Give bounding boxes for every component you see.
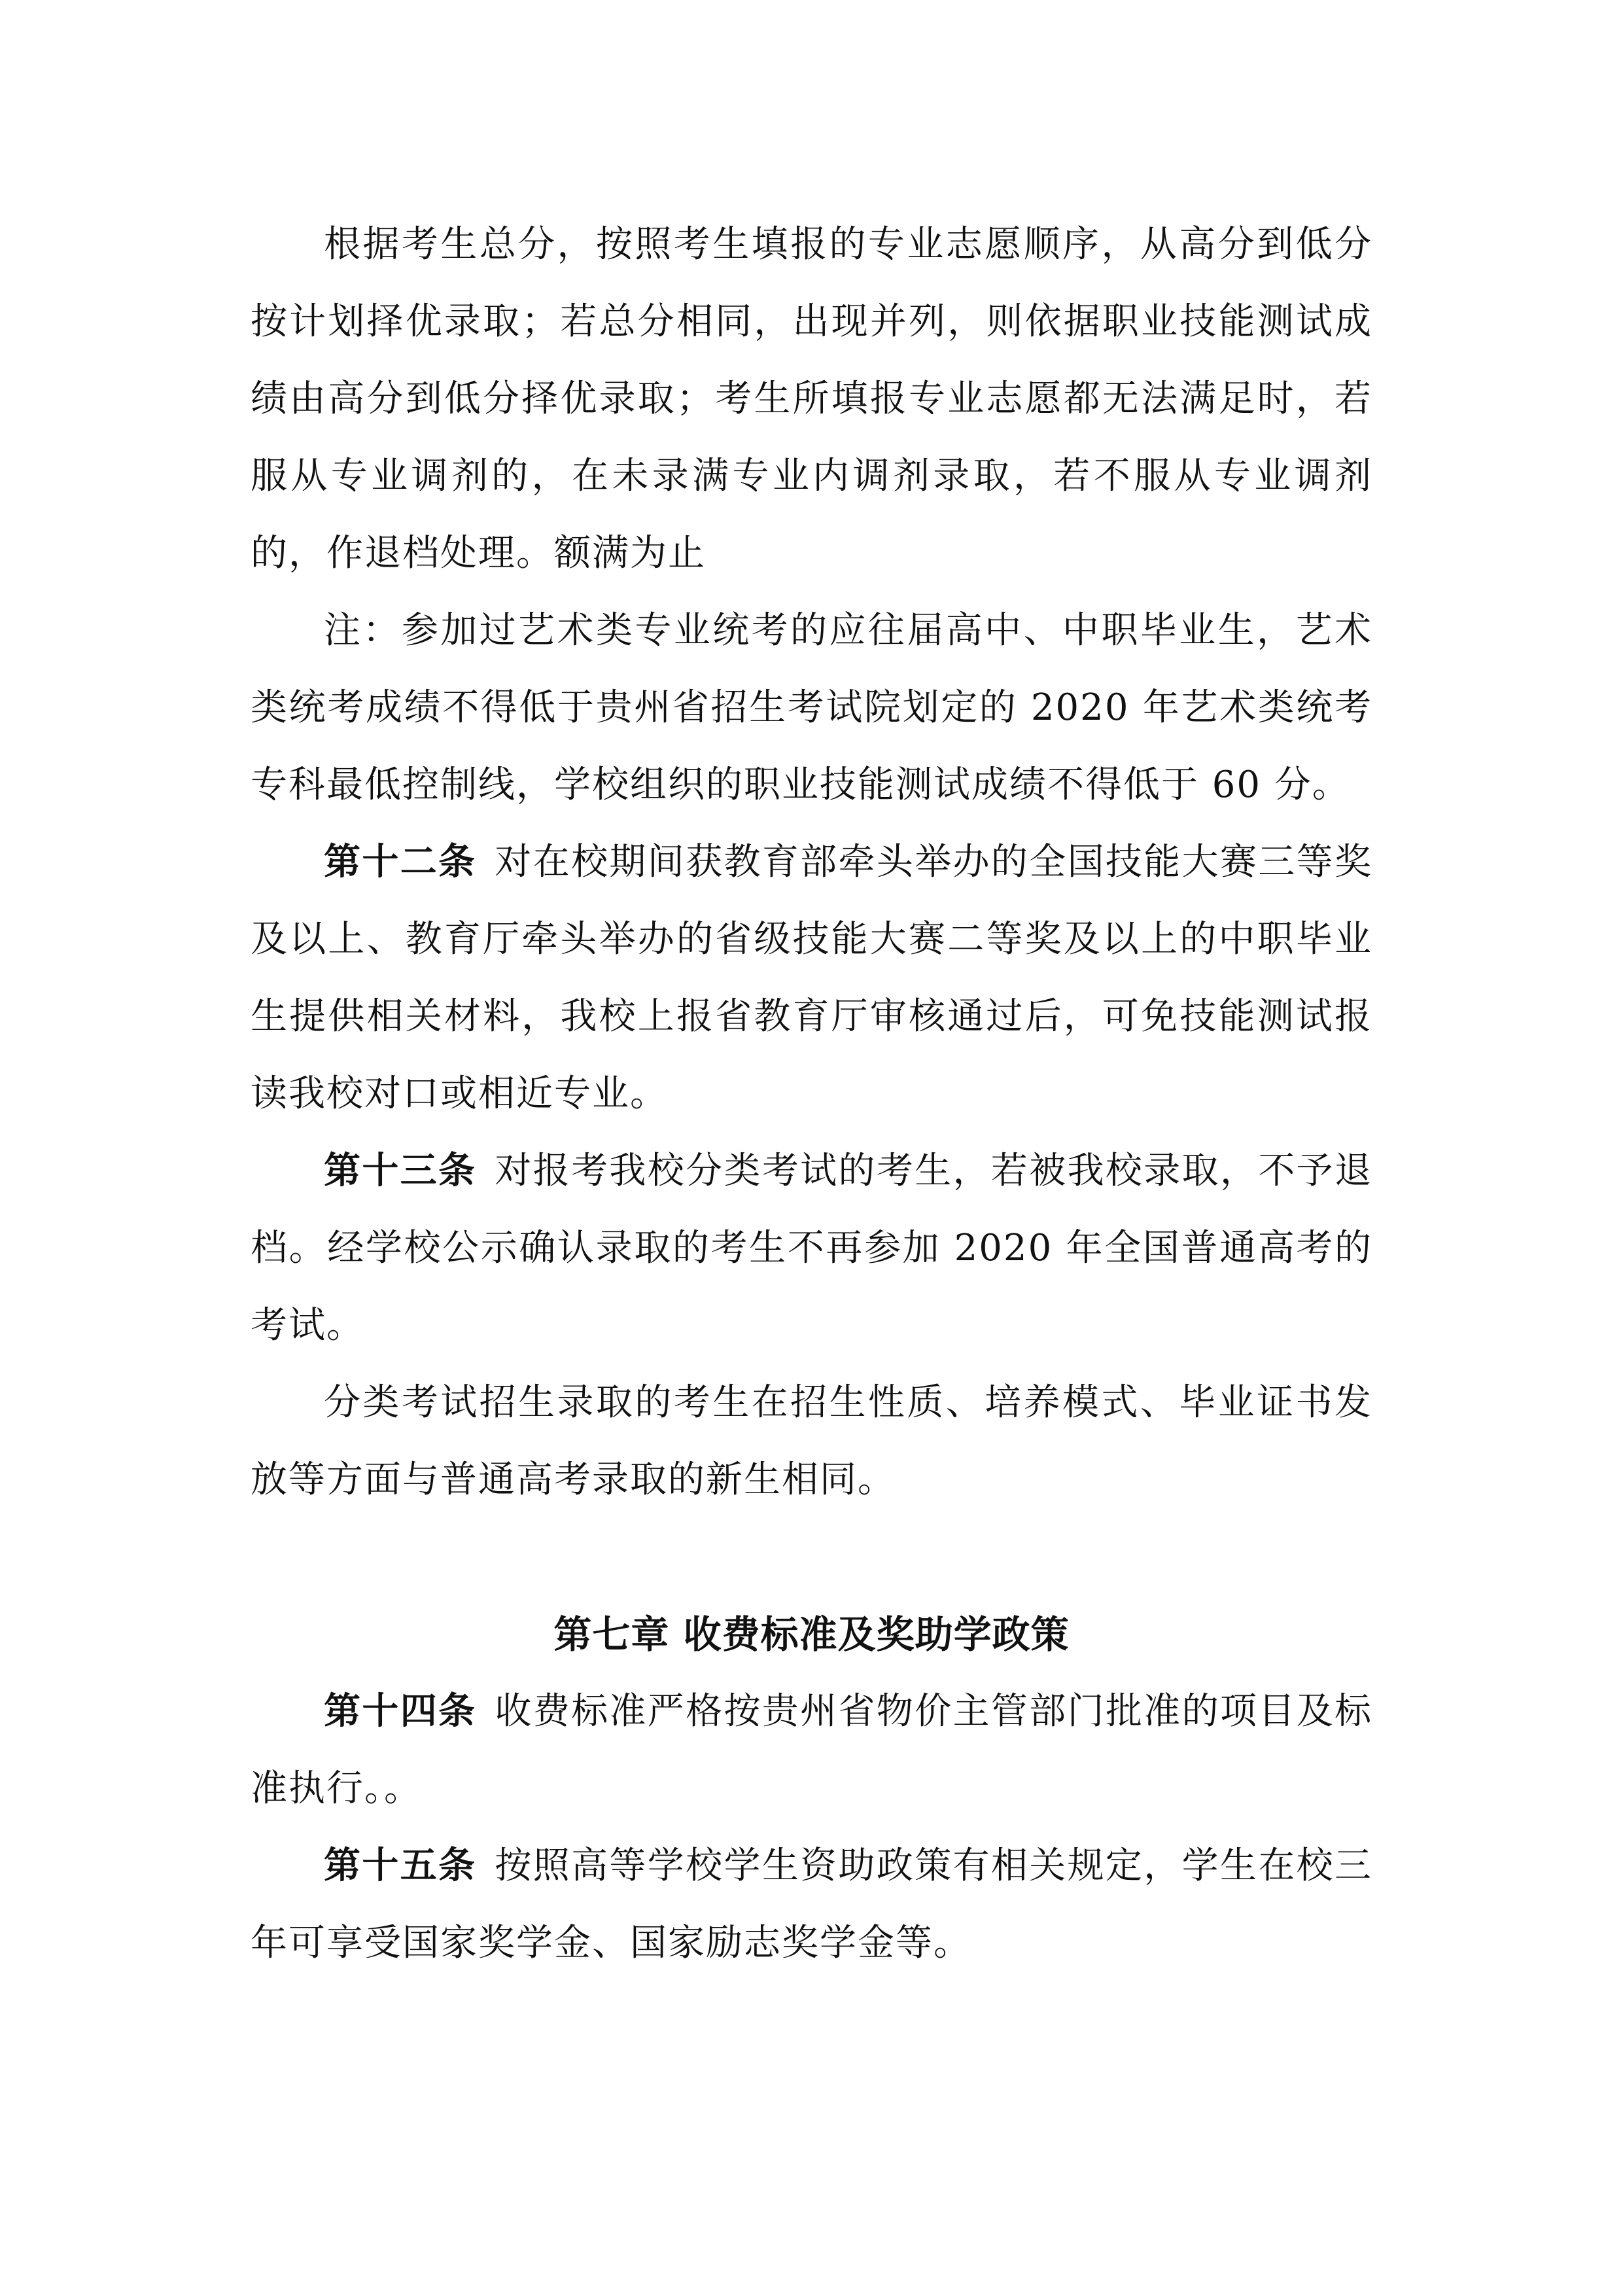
article-13-text: 对报考我校分类考试的考生，若被我校录取，不予退档。经学校公示确认录取的考生不再参加 2020 年全国普通高考的考试。 — [251, 1150, 1373, 1347]
classification-exam-paragraph: 分类考试招生录取的考生在招生性质、培养模式、毕业证书发放等方面与普通高考录取的新生相同。 — [251, 1381, 1372, 1501]
article-15 — [251, 1828, 1372, 1982]
article-12-number: 第十二条 — [324, 841, 477, 883]
document-page — [251, 206, 1372, 1982]
article-12 — [251, 824, 1372, 1133]
admission-rule-paragraph: 根据考生总分，按照考生填报的专业志愿顺序，从高分到低分按计划择优录取；若总分相同，出现并列，则依据职业技能测试成绩由高分到低分择优录取；考生所填报专业志愿都无法满足时，若服从专业调剂的，在未录满专业内调剂录取，若不服从专业调剂的，作退档处理。额满为止 — [251, 223, 1372, 574]
article-13 — [251, 1133, 1372, 1364]
article-12-text: 对在校期间获教育部牵头举办的全国技能大赛三等奖及以上、教育厅牵头举办的省级技能大赛二等奖及以上的中职毕业生提供相关材料，我校上报省教育厅审核通过后，可免技能测试报读我校对口或相近专业。 — [251, 841, 1373, 1115]
article-14 — [251, 1673, 1372, 1828]
article-14-text: 收费标准严格按贵州省物价主管部门批准的项目及标准执行。。 — [251, 1690, 1373, 1810]
article-15-text: 按照高等学校学生资助政策有相关规定，学生在校三年可享受国家奖学金、国家励志奖学金等。 — [251, 1845, 1373, 1964]
article-14-number: 第十四条 — [324, 1690, 477, 1733]
chapter-7-title: 第七章 收费标准及奖助学政策 — [553, 1612, 1070, 1657]
article-13-number: 第十三条 — [324, 1150, 477, 1192]
note-paragraph: 注：参加过艺术类专业统考的应往届高中、中职毕业生，艺术类统考成绩不得低于贵州省招生考试院划定的 2020 年艺术类统考专科最低控制线，学校组织的职业技能测试成绩不得低于 60 分。 — [251, 609, 1372, 806]
article-15-number: 第十五条 — [324, 1845, 477, 1887]
